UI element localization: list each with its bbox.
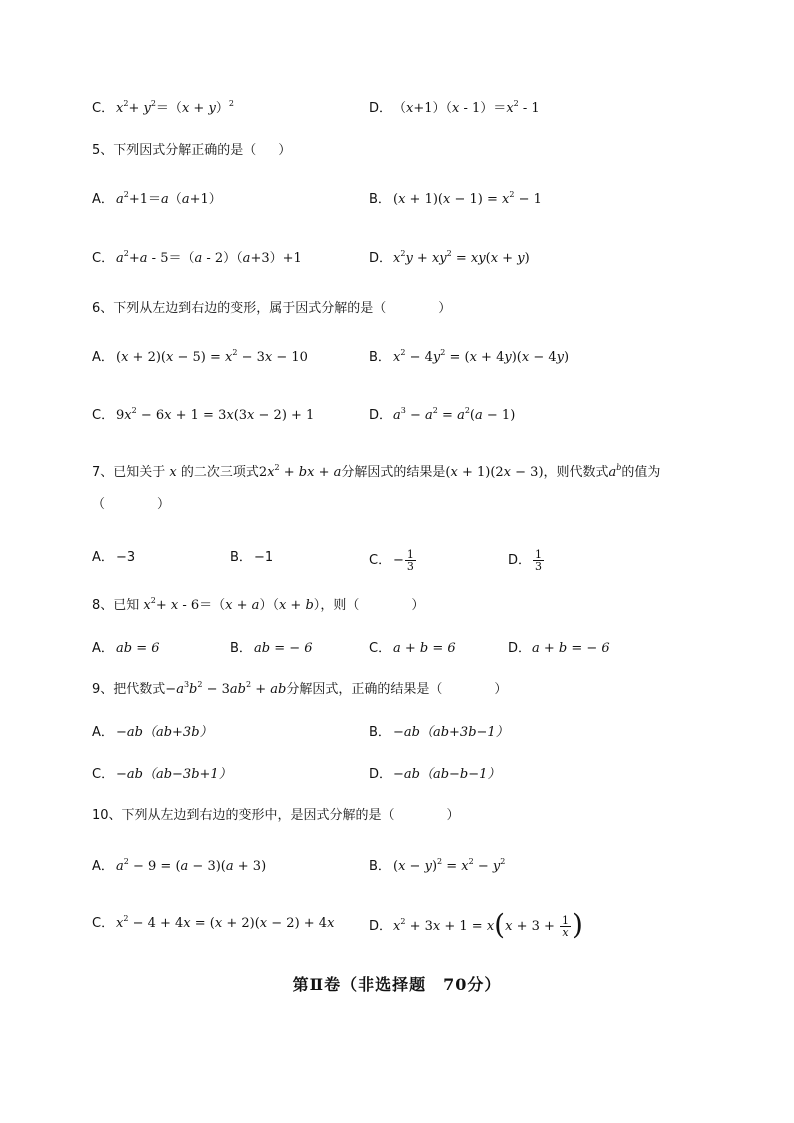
question-math-trinomial: $2x^2$ + bx + a bbox=[258, 462, 342, 480]
q6-option-a[interactable] bbox=[92, 349, 308, 367]
question-text: 分解因式的结果是 bbox=[341, 465, 446, 480]
question-text: 10、下列从左边到右边的变形中，是因式分解的是（ bbox=[92, 808, 395, 823]
question-text-end: ） bbox=[446, 808, 460, 823]
option-letter: B． bbox=[369, 725, 391, 740]
option-letter: D． bbox=[369, 251, 393, 266]
fraction-denominator: 3 bbox=[535, 560, 542, 573]
option-math: $a^3 - a^2 = a^2(a - 1)$ bbox=[393, 405, 516, 423]
q10-option-a[interactable] bbox=[92, 858, 266, 876]
question-8-stem bbox=[92, 597, 424, 615]
option-letter: C． bbox=[369, 641, 392, 656]
question-7-stem-line2 bbox=[92, 496, 170, 514]
option-letter: A． bbox=[92, 859, 114, 874]
option-letter: D． bbox=[369, 919, 393, 934]
q10-option-c[interactable] bbox=[92, 915, 334, 933]
question-text-end: ） bbox=[494, 682, 508, 697]
option-letter: C． bbox=[92, 408, 115, 423]
option-math: $(x - y)^2 = x^2 - y^2$ bbox=[393, 856, 506, 874]
option-letter: B． bbox=[230, 641, 252, 656]
q7-option-c[interactable] bbox=[369, 549, 417, 572]
q9-option-b[interactable] bbox=[369, 724, 509, 742]
option-letter: B． bbox=[369, 350, 391, 365]
q7-option-b[interactable] bbox=[230, 549, 273, 567]
option-letter: C． bbox=[92, 251, 115, 266]
question-text: 6、下列从左边到右边的变形，属于因式分解的是（ bbox=[92, 301, 387, 316]
option-letter: A． bbox=[92, 550, 114, 565]
question-text: 的值为 bbox=[621, 465, 661, 480]
option-math: $(x+1)(x - 1)=x^2 - 1$ bbox=[393, 98, 540, 116]
q10-option-b[interactable] bbox=[369, 858, 505, 876]
option-letter: B． bbox=[230, 550, 252, 565]
q9-option-a[interactable] bbox=[92, 724, 213, 742]
section-heading: 第Ⅱ卷（非选择题 70分） bbox=[292, 975, 502, 994]
q7-option-a[interactable] bbox=[92, 549, 135, 567]
question-math-factors: (x + 1)(2x − 3) bbox=[445, 465, 544, 480]
q7-option-d[interactable] bbox=[508, 549, 545, 572]
option-math: $a^2+1=a(a+1)$ bbox=[116, 189, 222, 207]
option-math: $x^2 - 4y^2 = (x + 4y)(x - 4y)$ bbox=[393, 347, 570, 365]
option-text: −3 bbox=[116, 550, 136, 565]
option-letter: C． bbox=[369, 553, 392, 568]
q8-option-a[interactable] bbox=[92, 640, 160, 658]
option-math: $9x^2 - 6x + 1 = 3x(3x - 2) + 1$ bbox=[116, 405, 315, 423]
option-letter: D． bbox=[369, 408, 393, 423]
q10-option-d[interactable] bbox=[369, 907, 583, 941]
option-text: −ab（ab−b−1） bbox=[393, 767, 501, 782]
option-sign: − bbox=[393, 553, 404, 568]
q6-option-c[interactable] bbox=[92, 407, 314, 425]
q5-option-b[interactable] bbox=[369, 191, 542, 209]
option-letter: D． bbox=[508, 553, 532, 568]
q8-option-d[interactable] bbox=[508, 640, 610, 658]
question-10-stem bbox=[92, 807, 460, 825]
fraction-denominator: 3 bbox=[406, 560, 414, 573]
question-text: 9、把代数式 bbox=[92, 682, 166, 697]
q8-option-b[interactable] bbox=[230, 640, 313, 658]
question-math-ab: $a^b$ bbox=[608, 462, 622, 480]
option-letter: B． bbox=[369, 192, 391, 207]
option-letter: A． bbox=[92, 641, 114, 656]
question-9-stem bbox=[92, 681, 507, 699]
q6-option-b[interactable] bbox=[369, 349, 569, 367]
option-math: $x^2 + 3x + 1 = x(x + 3$ + $\frac{1}{x}$ ) bbox=[393, 907, 583, 941]
option-math: $a^2+a - 5=(a - 2)(a+3)+1$ bbox=[116, 248, 302, 266]
question-7-stem bbox=[92, 464, 660, 482]
question-text: 的二次三项式 bbox=[180, 465, 259, 480]
fraction-numerator: 1 bbox=[406, 548, 414, 561]
option-math: $(x + 1)(x - 1) = x^2 - 1$ bbox=[393, 189, 542, 207]
question-text: （ bbox=[92, 497, 106, 512]
option-text: −1 bbox=[254, 550, 274, 565]
option-math: $x^2 - 4 + 4x = (x + 2)(x - 2) + 4x$ bbox=[116, 913, 335, 931]
question-5-stem bbox=[92, 142, 291, 160]
question-math: $x^2+ x - 6=(x + a)(x + b)$ bbox=[139, 595, 321, 613]
option-fraction bbox=[405, 549, 416, 572]
question-text: 7、已知关于 bbox=[92, 465, 166, 480]
option-letter: A． bbox=[92, 192, 114, 207]
question-text: ，则（ bbox=[320, 598, 360, 613]
option-text: −ab（ab−3b+1） bbox=[116, 767, 232, 782]
option-text: a + b = − 6 bbox=[532, 641, 610, 656]
question-text-end: ） bbox=[157, 497, 171, 512]
question-text-end: ） bbox=[278, 143, 292, 158]
q5-option-a[interactable] bbox=[92, 191, 222, 209]
option-text: a + b = 6 bbox=[393, 641, 456, 656]
option-letter: C． bbox=[92, 101, 115, 116]
option-text: ab = − 6 bbox=[254, 641, 313, 656]
question-text-end: ） bbox=[411, 598, 425, 613]
option-letter: C． bbox=[92, 916, 115, 931]
question-text-end: ） bbox=[438, 301, 452, 316]
q9-option-c[interactable] bbox=[92, 766, 232, 784]
question-math-x: x bbox=[165, 465, 181, 480]
option-letter: D． bbox=[508, 641, 532, 656]
question-text: 8、已知 bbox=[92, 598, 140, 613]
option-letter: B． bbox=[369, 859, 391, 874]
option-fraction bbox=[533, 549, 544, 572]
option-math: $x^2+ y^2=(x + y)^2$ bbox=[116, 98, 234, 116]
q6-option-d[interactable] bbox=[369, 407, 515, 425]
q4-option-d[interactable] bbox=[369, 100, 540, 118]
option-text: ab = 6 bbox=[116, 641, 160, 656]
option-math: $a^2 - 9 = (a - 3)(a + 3)$ bbox=[116, 856, 267, 874]
question-math: $-a^3b^2 - 3ab^2$ + ab bbox=[165, 679, 287, 697]
question-6-stem bbox=[92, 300, 451, 318]
option-letter: C． bbox=[92, 767, 115, 782]
option-fraction: $\frac{1}{x}$ bbox=[562, 914, 570, 939]
option-letter: D． bbox=[369, 101, 393, 116]
option-math: $(x + 2)(x - 5) = x^2 - 3x - 10$ bbox=[116, 347, 308, 365]
q8-option-c[interactable] bbox=[369, 640, 456, 658]
option-letter: D． bbox=[369, 767, 393, 782]
option-text: −ab（ab+3b） bbox=[116, 725, 213, 740]
question-text: 分解因式，正确的结果是（ bbox=[286, 682, 443, 697]
q9-option-d[interactable] bbox=[369, 766, 500, 784]
option-math: $x^2y + xy^2 = xy(x + y)$ bbox=[393, 248, 530, 266]
q5-option-d[interactable] bbox=[369, 250, 530, 268]
option-letter: A． bbox=[92, 350, 114, 365]
q5-option-c[interactable] bbox=[92, 250, 302, 268]
question-text: ，则代数式 bbox=[543, 465, 609, 480]
option-letter: A． bbox=[92, 725, 114, 740]
fraction-numerator: 1 bbox=[535, 548, 542, 561]
option-text: −ab（ab+3b−1） bbox=[393, 725, 509, 740]
question-text: 5、下列因式分解正确的是（ bbox=[92, 143, 257, 158]
q4-option-c[interactable] bbox=[92, 100, 234, 118]
